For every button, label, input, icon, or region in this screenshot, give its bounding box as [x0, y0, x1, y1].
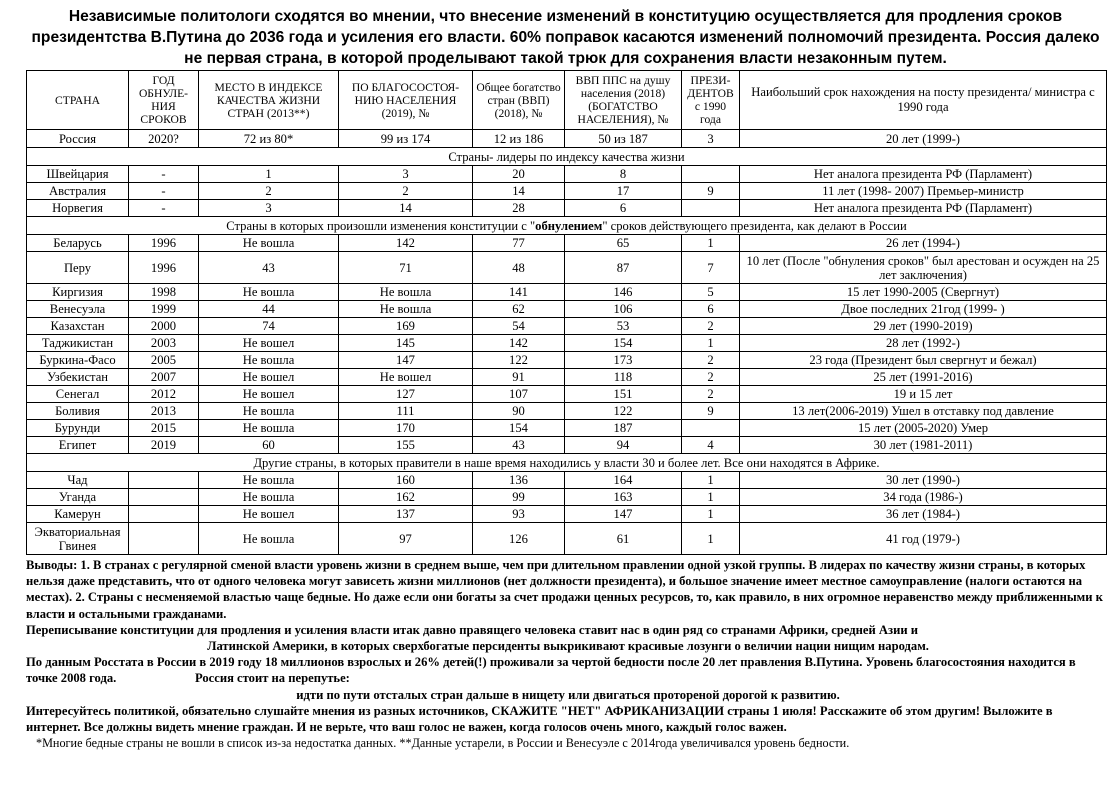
cell: 155: [339, 437, 473, 454]
cell: [682, 166, 740, 183]
cell: 160: [339, 472, 473, 489]
cell: [682, 200, 740, 217]
cell: 2005: [129, 352, 199, 369]
cell: Двое последних 21год (1999- ): [740, 301, 1107, 318]
header-year: ГОД ОБНУЛЕ-НИЯ СРОКОВ: [129, 71, 199, 130]
cell: 9: [682, 183, 740, 200]
cell: Бурунди: [27, 420, 129, 437]
cell: Не вошла: [199, 472, 339, 489]
conclusion-text: идти по пути отсталых стран дальше в нищету или двигаться протореной дорогой к развитию.: [296, 687, 840, 702]
cell: -: [129, 183, 199, 200]
cell: 2: [682, 386, 740, 403]
cell: 126: [473, 523, 565, 555]
cell: 106: [565, 301, 682, 318]
call-to-action: Интересуйтесь политикой, обязательно слушайте мнения из разных источников, СКАЖИТЕ "НЕТ" АФРИКАНИЗАЦИИ страны 1 июля! Расскажите об этом другим! Выложите в интернет. Все должны видеть мнение граждан. И не верьте, что ваш голос не важен, когда голосов очень много, каждый голос важен.: [26, 703, 1053, 735]
cell: Австралия: [27, 183, 129, 200]
section-text: " сроков действующего президента, как делают в России: [602, 218, 907, 233]
cell: 136: [473, 472, 565, 489]
cell: Швейцария: [27, 166, 129, 183]
cell: Беларусь: [27, 235, 129, 252]
cell: 44: [199, 301, 339, 318]
header-quality: МЕСТО В ИНДЕКСЕ КАЧЕСТВА ЖИЗНИ СТРАН (2013**): [199, 71, 339, 130]
cell: 154: [565, 335, 682, 352]
cell: 91: [473, 369, 565, 386]
table-row: [27, 472, 1107, 489]
cell: 15 лет 1990-2005 (Свергнут): [740, 284, 1107, 301]
cell: 164: [565, 472, 682, 489]
table-row: [27, 386, 1107, 403]
table-row: [27, 301, 1107, 318]
cell: Не вошел: [339, 369, 473, 386]
header-wealth: Общее богатство стран (ВВП) (2018), №: [473, 71, 565, 130]
cell: 74: [199, 318, 339, 335]
section-row-changed: [27, 217, 1107, 235]
cell: 1: [682, 335, 740, 352]
cell: 10 лет (После "обнуления сроков" был арестован и осужден на 25 лет заключения): [740, 252, 1107, 284]
cell: 19 и 15 лет: [740, 386, 1107, 403]
cell: 29 лет (1990-2019): [740, 318, 1107, 335]
cell: 141: [473, 284, 565, 301]
table-row: [27, 166, 1107, 183]
conclusion-text: По данным Росстата в России в 2019 году 18 миллионов взрослых и 26% детей(!) проживали за чертой бедности после 20 лет правления В.Путина. Уровень благосостояния находится в точке 2008 года. Россия стоит на перепутье:: [26, 655, 1079, 686]
cell: 2: [339, 183, 473, 200]
cell: 99: [473, 489, 565, 506]
cell: 13 лет(2006-2019) Ушел в отставку под давление: [740, 403, 1107, 420]
header-country: СТРАНА: [27, 71, 129, 130]
cell: 1: [682, 235, 740, 252]
cell: Россия: [27, 130, 129, 148]
cell: [682, 420, 740, 437]
cell: [129, 523, 199, 555]
cell: 3: [199, 200, 339, 217]
cell: 2: [199, 183, 339, 200]
cell: 36 лет (1984-): [740, 506, 1107, 523]
footnote: *Многие бедные страны не вошли в список из-за недостатка данных. **Данные устарели, в России и Венесуэле с 2014года увеличивался уровень бедности.: [36, 736, 850, 751]
cell: 97: [339, 523, 473, 555]
cell: 187: [565, 420, 682, 437]
table-row: [27, 200, 1107, 217]
cell: Не вошла: [199, 523, 339, 555]
table-row: [27, 252, 1107, 284]
cell: 2015: [129, 420, 199, 437]
leaders-group: [27, 166, 1107, 217]
cell: 20 лет (1999-): [740, 130, 1107, 148]
cell: Сенегал: [27, 386, 129, 403]
cell: Боливия: [27, 403, 129, 420]
cell: 1: [199, 166, 339, 183]
cell: 2012: [129, 386, 199, 403]
cell: 142: [473, 335, 565, 352]
conclusions: [26, 557, 1110, 751]
table-row: [27, 284, 1107, 301]
cell: 2019: [129, 437, 199, 454]
cell: 2: [682, 318, 740, 335]
cell: 30 лет (1981-2011): [740, 437, 1107, 454]
cell: 2003: [129, 335, 199, 352]
cell: 14: [339, 200, 473, 217]
cell: 163: [565, 489, 682, 506]
cell: [129, 489, 199, 506]
cell: 43: [473, 437, 565, 454]
changed-group: [27, 235, 1107, 454]
cell: Не вошла: [199, 235, 339, 252]
cell: 41 год (1979-): [740, 523, 1107, 555]
table-row: [27, 183, 1107, 200]
cell: 1996: [129, 235, 199, 252]
cell: Не вошел: [199, 506, 339, 523]
cell: 90: [473, 403, 565, 420]
cell: Камерун: [27, 506, 129, 523]
cell: 147: [339, 352, 473, 369]
cell: 48: [473, 252, 565, 284]
cell: [129, 506, 199, 523]
cell: 20: [473, 166, 565, 183]
cell: 122: [473, 352, 565, 369]
cell: 15 лет (2005-2020) Умер: [740, 420, 1107, 437]
cell: 2013: [129, 403, 199, 420]
cell: 2: [682, 352, 740, 369]
cell: 1: [682, 506, 740, 523]
cell: 5: [682, 284, 740, 301]
cell: 3: [339, 166, 473, 183]
cell: 2007: [129, 369, 199, 386]
cell: 1996: [129, 252, 199, 284]
cell: Не вошла: [199, 403, 339, 420]
section-row-leaders: [27, 148, 1107, 166]
cell: 28: [473, 200, 565, 217]
table-row: [27, 335, 1107, 352]
cell: Норвегия: [27, 200, 129, 217]
cell: 77: [473, 235, 565, 252]
cell: -: [129, 200, 199, 217]
cell: 23 года (Президент был свергнут и бежал): [740, 352, 1107, 369]
cell: 7: [682, 252, 740, 284]
cell: 142: [339, 235, 473, 252]
cell: 8: [565, 166, 682, 183]
conclusion-text: Выводы: 1. В странах с регулярной сменой власти уровень жизни в среднем выше, чем при длительном правлении одной узкой группы. В лидерах по качеству жизни страны, в которых нельзя даже представить, что от одного человека могут зависеть жизни миллионов (нет должности президента), и большое значение имеет местное самоуправление (налоги остаются на местах). 2. Страны с несменяемой властью чаще бедные. Но даже если они богаты за счет продажи ценных ресурсов, то, как правило, в них огромное неравенство между приближенными к власти и остальными гражданами.: [26, 558, 1103, 621]
cell: Не вошла: [339, 284, 473, 301]
cell: 2000: [129, 318, 199, 335]
cell: Не вошла: [199, 420, 339, 437]
cell: 93: [473, 506, 565, 523]
cell: 62: [473, 301, 565, 318]
cell: Египет: [27, 437, 129, 454]
cell: 1: [682, 523, 740, 555]
cell: 154: [473, 420, 565, 437]
cell: 50 из 187: [565, 130, 682, 148]
cell: 107: [473, 386, 565, 403]
cell: 14: [473, 183, 565, 200]
section-title-leaders: Страны- лидеры по индексу качества жизни: [27, 148, 1107, 166]
section-text-bold: обнулением: [535, 218, 603, 233]
page-title: Независимые политологи сходятся во мнении, что внесение изменений в конституцию осуществляется для продления сроков президентства В.Путина до 2036 года и усиления его власти. 60% поправок касаются изменений полномочий президента. Россия далеко не первая страна, в которой проделывают такой трюк для сохранения власти незаконным путем.: [31, 8, 1100, 67]
conclusion-text: Латинской Америки, в которых сверхбогатые персиденты выкрикивают красивые лозунги о величии нации нищим народам.: [207, 639, 929, 654]
cell: Не вошел: [199, 335, 339, 352]
cell: 28 лет (1992-): [740, 335, 1107, 352]
cell: 3: [682, 130, 740, 148]
cell: 151: [565, 386, 682, 403]
table-row: [27, 437, 1107, 454]
section-title-changed: [27, 217, 1107, 235]
cell: 4: [682, 437, 740, 454]
cell: 6: [565, 200, 682, 217]
cell: 1: [682, 472, 740, 489]
cell: 34 года (1986-): [740, 489, 1107, 506]
cell: 127: [339, 386, 473, 403]
cell: 11 лет (1998- 2007) Премьер-министр: [740, 183, 1107, 200]
cell: 162: [339, 489, 473, 506]
cell: 146: [565, 284, 682, 301]
cell: 43: [199, 252, 339, 284]
cell: -: [129, 166, 199, 183]
table-row: [27, 352, 1107, 369]
cell: 72 из 80*: [199, 130, 339, 148]
cell: 147: [565, 506, 682, 523]
cell: 94: [565, 437, 682, 454]
cell: 71: [339, 252, 473, 284]
header-presidents: ПРЕЗИ-ДЕНТОВ с 1990 года: [682, 71, 740, 130]
cell: 1: [682, 489, 740, 506]
cell: Экваториальная Гвинея: [27, 523, 129, 555]
cell: 145: [339, 335, 473, 352]
cell: Уганда: [27, 489, 129, 506]
cell: Не вошел: [199, 369, 339, 386]
cell: [129, 472, 199, 489]
cell: 25 лет (1991-2016): [740, 369, 1107, 386]
cell: 65: [565, 235, 682, 252]
cell: Не вошла: [199, 284, 339, 301]
cell: 122: [565, 403, 682, 420]
cell: Таджикистан: [27, 335, 129, 352]
cell: 118: [565, 369, 682, 386]
header-gdp: ВВП ППС на душу населения (2018) (БОГАТСТВО НАСЕЛЕНИЯ), №: [565, 71, 682, 130]
cell: Не вошла: [199, 352, 339, 369]
africa-group: [27, 472, 1107, 555]
cell: 137: [339, 506, 473, 523]
cell: 17: [565, 183, 682, 200]
cell: 111: [339, 403, 473, 420]
cell: Буркина-Фасо: [27, 352, 129, 369]
cell: 53: [565, 318, 682, 335]
conclusion-text: Переписывание конституции для продления и усиления власти итак давно правящего человека ставит нас в один ряд со странами Африки, средней Азии и: [26, 622, 918, 637]
table-row: [27, 369, 1107, 386]
cell: 30 лет (1990-): [740, 472, 1107, 489]
header-term: Наибольший срок нахождения на посту президента/ министра с 1990 года: [740, 71, 1107, 130]
cell: Нет аналога президента РФ (Парламент): [740, 200, 1107, 217]
cell: Перу: [27, 252, 129, 284]
comparison-table: [26, 70, 1107, 555]
cell: 6: [682, 301, 740, 318]
table-header-row: [27, 71, 1107, 130]
table-row: [27, 318, 1107, 335]
section-text: Страны в которых произошли изменения конституции с ": [226, 218, 536, 233]
table-row: [27, 506, 1107, 523]
cell: 60: [199, 437, 339, 454]
section-row-africa: [27, 454, 1107, 472]
cell: 170: [339, 420, 473, 437]
table-row-russia: [27, 130, 1107, 148]
table-row: [27, 420, 1107, 437]
cell: 9: [682, 403, 740, 420]
cell: 87: [565, 252, 682, 284]
cell: Не вошла: [339, 301, 473, 318]
table-row: [27, 489, 1107, 506]
cell: Казахстан: [27, 318, 129, 335]
section-title-africa: Другие страны, в которых правители в наше время находились у власти 30 и более лет. Все они находятся в Африке.: [27, 454, 1107, 472]
cell: 1998: [129, 284, 199, 301]
cell: 1999: [129, 301, 199, 318]
cell: 2020?: [129, 130, 199, 148]
cell: Чад: [27, 472, 129, 489]
table-row: [27, 403, 1107, 420]
header-welfare: ПО БЛАГОСОСТОЯ-НИЮ НАСЕЛЕНИЯ (2019), №: [339, 71, 473, 130]
cell: 54: [473, 318, 565, 335]
cell: 173: [565, 352, 682, 369]
cell: 2: [682, 369, 740, 386]
table-row: [27, 523, 1107, 555]
table-row: [27, 235, 1107, 252]
cell: 99 из 174: [339, 130, 473, 148]
cell: Киргизия: [27, 284, 129, 301]
cell: Венесуэла: [27, 301, 129, 318]
cell: 61: [565, 523, 682, 555]
cell: Узбекистан: [27, 369, 129, 386]
cell: Не вошла: [199, 489, 339, 506]
cell: Нет аналога президента РФ (Парламент): [740, 166, 1107, 183]
cell: 26 лет (1994-): [740, 235, 1107, 252]
cell: 169: [339, 318, 473, 335]
cell: Не вошел: [199, 386, 339, 403]
cell: 12 из 186: [473, 130, 565, 148]
